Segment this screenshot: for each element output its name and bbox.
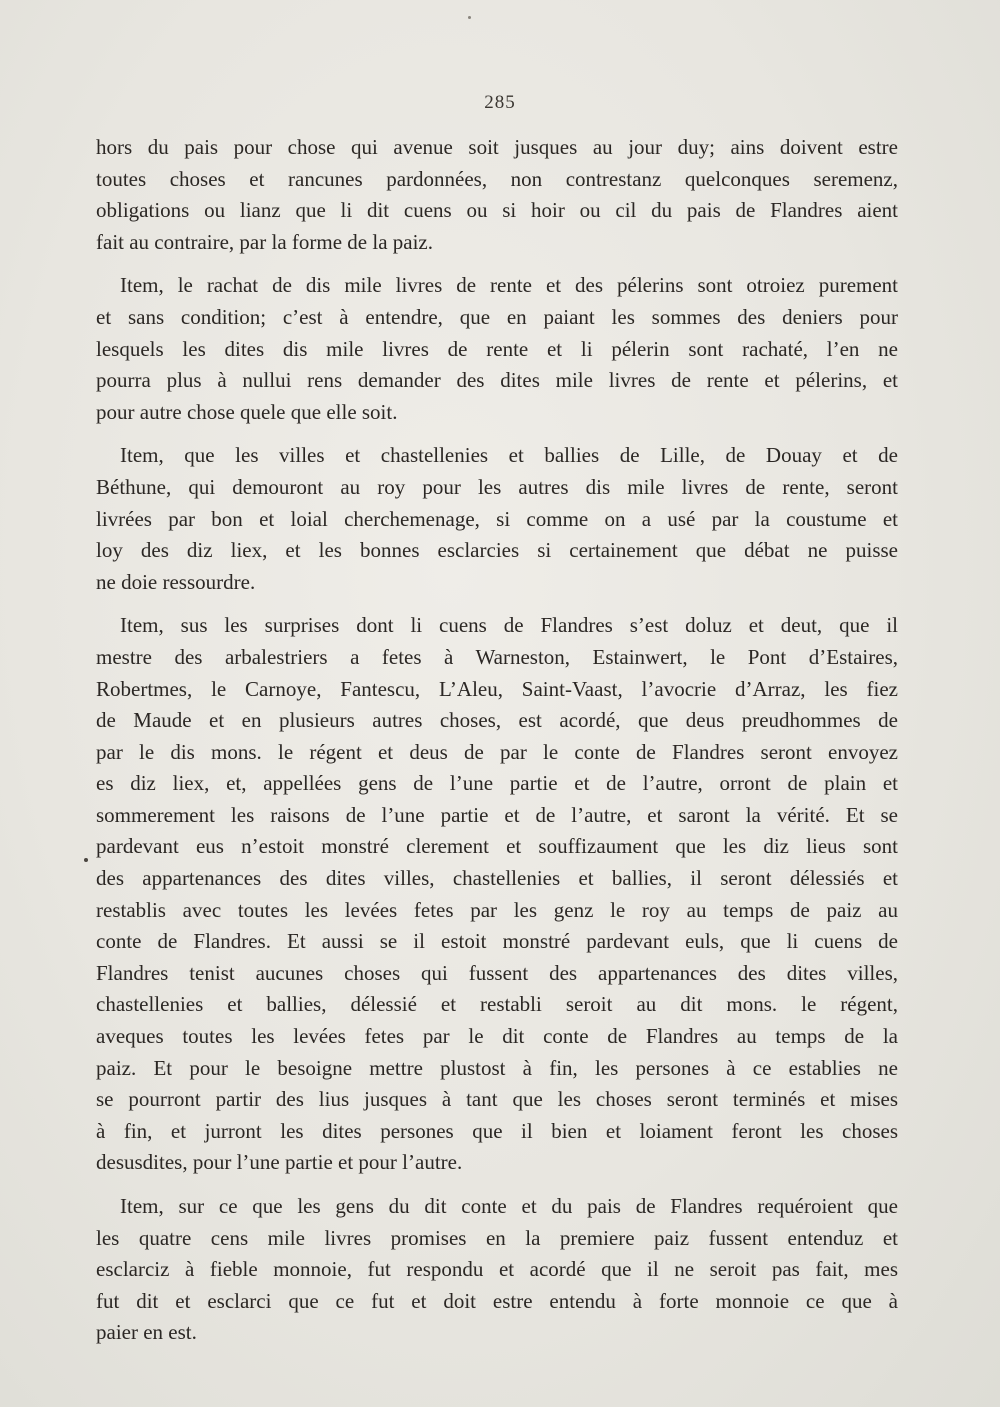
- margin-mark: [84, 858, 88, 862]
- text-line: restablis avec toutes les levées fetes par les genz le roy au temps de paiz au: [96, 897, 898, 922]
- text-line: Béthune, qui demouront au roy pour les autres dis mile livres de rente, seront: [96, 474, 898, 499]
- text-line: à fin, et jurront les dites persones que il bien et loiament feront les choses: [96, 1118, 898, 1143]
- body-text: [96, 132, 898, 1361]
- text-line: ne doie ressourdre.: [96, 569, 256, 594]
- text-line: toutes choses et rancunes pardonnées, non contrestanz quelconques seremenz,: [96, 166, 898, 191]
- text-line: sommerement les raisons de l’une partie et de l’autre, et saront la vérité. Et se: [96, 802, 898, 827]
- paragraph: [96, 440, 898, 598]
- page-number: 285: [484, 92, 516, 113]
- text-line: fait au contraire, par la forme de la paiz.: [96, 229, 433, 254]
- paragraph: [96, 610, 898, 1179]
- text-line: loy des diz liex, et les bonnes esclarcies si certainement que débat ne puisse: [96, 538, 898, 563]
- text-line: pour autre chose quele que elle soit.: [96, 399, 398, 424]
- paragraph: [96, 1191, 898, 1349]
- text-line: et sans condition; c’est à entendre, que en paiant les sommes des deniers pour: [96, 304, 898, 329]
- text-line: aveques toutes les levées fetes par le dit conte de Flandres au temps de la: [96, 1024, 898, 1049]
- text-line: Item, sur ce que les gens du dit conte et du pais de Flandres requéroient que: [120, 1194, 898, 1218]
- text-line: obligations ou lianz que li dit cuens ou si hoir ou cil du pais de Flandres aient: [96, 198, 898, 223]
- text-line: Robertmes, le Carnoye, Fantescu, L’Aleu, Saint-Vaast, l’avocrie d’Arraz, les fiez: [96, 676, 898, 701]
- text-line: par le dis mons. le régent et deus de par le conte de Flandres seront envoyez: [96, 739, 898, 764]
- text-line: paier en est.: [96, 1320, 197, 1345]
- text-line: paiz. Et pour le besoigne mettre plustost à fin, les persones à ce establies ne: [96, 1055, 898, 1080]
- text-line: Item, sus les surprises dont li cuens de Flandres s’est doluz et deut, que il: [120, 613, 898, 638]
- text-line: chastellenies et ballies, délessié et restabli seroit au dit mons. le régent,: [96, 992, 898, 1017]
- text-line: conte de Flandres. Et aussi se il estoit monstré pardevant euls, que li cuens de: [96, 929, 898, 954]
- text-line: Item, que les villes et chastellenies et ballies de Lille, de Douay et de: [120, 443, 898, 468]
- text-line: lesquels les dites dis mile livres de rente et li pélerin sont rachaté, l’en ne: [96, 336, 898, 361]
- text-line: mestre des arbalestriers a fetes à Warneston, Estainwert, le Pont d’Estaires,: [96, 644, 898, 669]
- paragraph: [96, 270, 898, 428]
- text-line: fut dit et esclarci que ce fut et doit estre entendu à forte monnoie ce que à: [96, 1288, 898, 1313]
- text-line: desusdites, pour l’une partie et pour l’autre.: [96, 1150, 463, 1175]
- text-line: Item, le rachat de dis mile livres de rente et des pélerins sont otroiez purement: [120, 273, 898, 298]
- printing-speck: [468, 16, 471, 19]
- paragraph: [96, 132, 898, 258]
- text-line: Flandres tenist aucunes choses qui fussent des appartenances des dites villes,: [96, 960, 898, 985]
- text-line: hors du pais pour chose qui avenue soit jusques au jour duy; ains doivent estre: [96, 135, 898, 159]
- text-line: es diz liex, et, appellées gens de l’une partie et de l’autre, orront de plain et: [96, 771, 898, 796]
- text-line: pardevant eus n’estoit monstré clerement et souffizaument que les diz lieus sont: [96, 834, 898, 859]
- text-line: de Maude et en plusieurs autres choses, est acordé, que deus preudhommes de: [96, 708, 898, 733]
- text-line: se pourront partir des lius jusques à tant que les choses seront terminés et mises: [96, 1087, 898, 1112]
- text-line: esclarciz à fieble monnoie, fut respondu et acordé que il ne seroit pas fait, mes: [96, 1257, 898, 1282]
- text-line: livrées par bon et loial cherchemenage, si comme on a usé par la coustume et: [96, 506, 898, 531]
- text-line: les quatre cens mile livres promises en la premiere paiz fussent entenduz et: [96, 1225, 898, 1250]
- text-line: pourra plus à nullui rens demander des dites mile livres de rente et pélerins, et: [96, 368, 898, 393]
- text-line: des appartenances des dites villes, chastellenies et ballies, il seront délessiés et: [96, 866, 898, 891]
